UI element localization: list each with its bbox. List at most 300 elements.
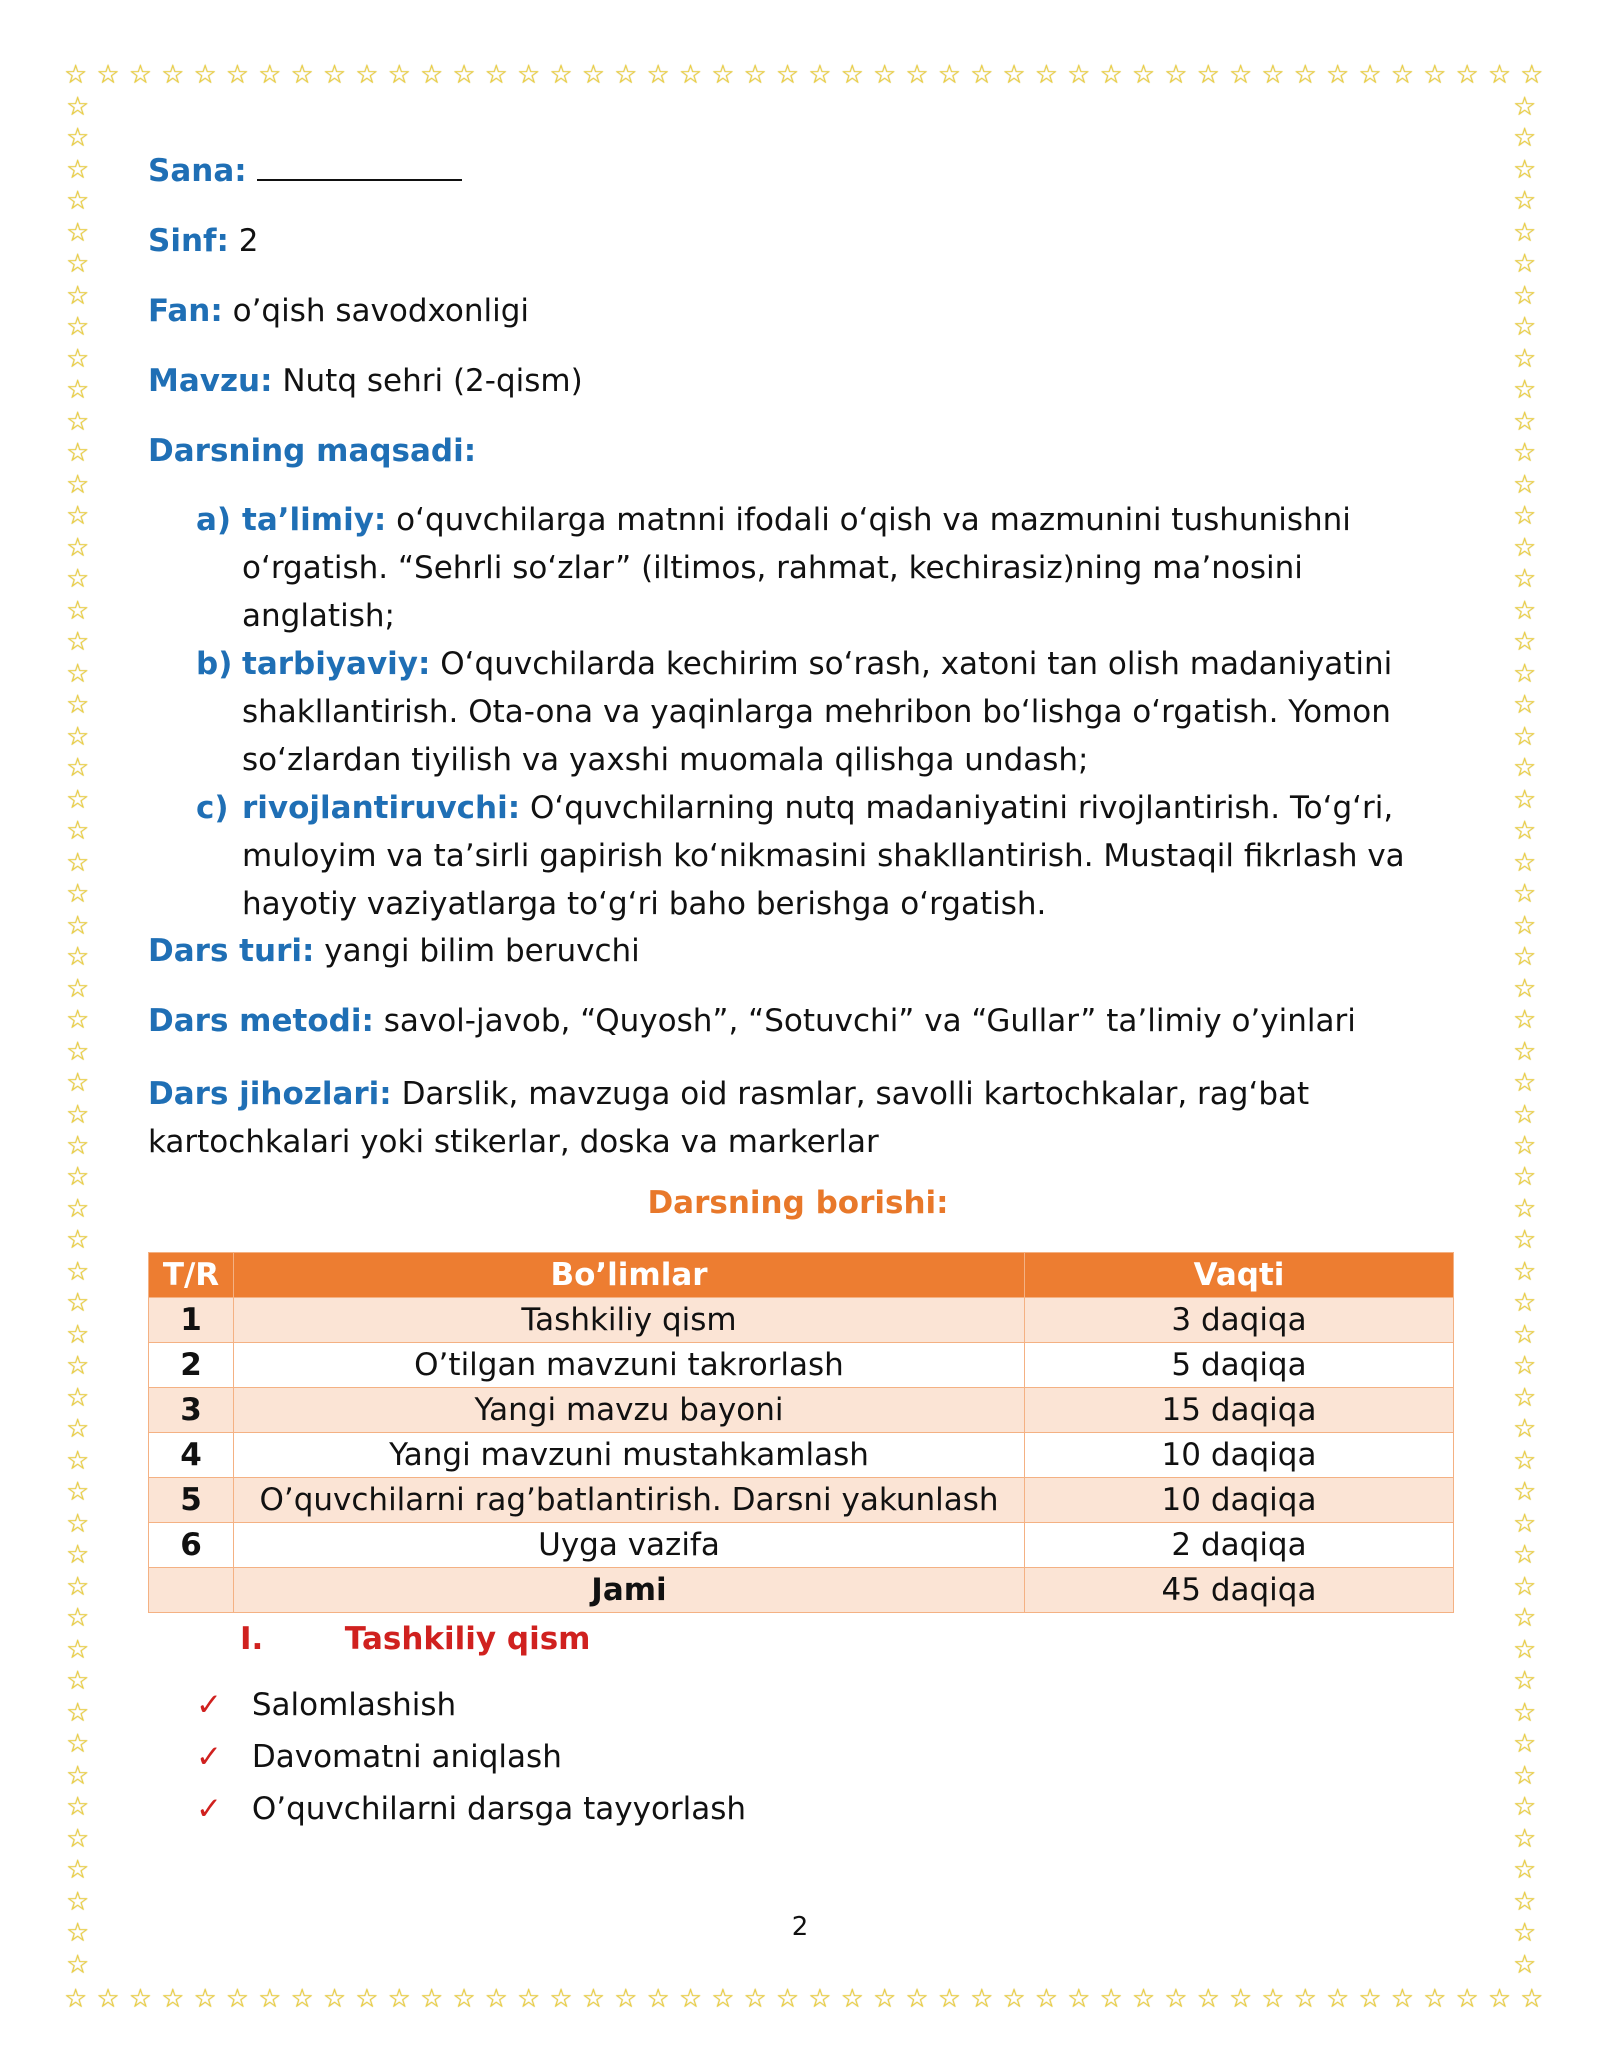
lesson-method-value: savol-javob, “Quyosh”, “Sotuvchi” va “Gullar” ta’limiy o’yinlari — [383, 1003, 1356, 1039]
star-icon: ☆ — [1513, 1666, 1537, 1697]
star-icon: ☆ — [840, 1984, 864, 2014]
star-icon: ☆ — [1513, 1949, 1537, 1980]
star-icon: ☆ — [1513, 1792, 1537, 1823]
star-icon: ☆ — [64, 1984, 88, 2014]
star-icon: ☆ — [1513, 595, 1537, 626]
star-icon: ☆ — [1513, 1634, 1537, 1665]
star-icon: ☆ — [1513, 1508, 1537, 1539]
table-row — [149, 1388, 1454, 1433]
star-border-top — [64, 62, 1544, 88]
star-icon: ☆ — [970, 60, 994, 90]
star-icon: ☆ — [484, 1984, 508, 2014]
goal-marker: a) — [196, 502, 232, 538]
lesson-type-label: Dars turi: — [148, 933, 315, 969]
star-icon: ☆ — [258, 1984, 282, 2014]
star-icon: ☆ — [66, 564, 90, 595]
star-icon: ☆ — [743, 60, 767, 90]
star-icon: ☆ — [1099, 60, 1123, 90]
class-label: Sinf: — [148, 223, 229, 259]
goal-item-upbringing — [196, 640, 1448, 784]
star-icon: ☆ — [355, 1984, 379, 2014]
star-icon: ☆ — [66, 942, 90, 973]
star-icon: ☆ — [1513, 1445, 1537, 1476]
star-icon: ☆ — [322, 60, 347, 90]
table-header-number: T/R — [149, 1253, 234, 1298]
star-icon: ☆ — [1513, 1193, 1537, 1224]
topic-field — [148, 360, 1448, 402]
star-icon: ☆ — [1513, 1162, 1537, 1193]
star-icon: ☆ — [66, 343, 90, 374]
checkmark-icon: ✓ — [196, 1687, 222, 1723]
star-icon: ☆ — [1513, 501, 1537, 532]
star-icon: ☆ — [452, 1984, 476, 2014]
star-icon: ☆ — [775, 1984, 800, 2014]
star-icon: ☆ — [1513, 1005, 1537, 1036]
star-icon: ☆ — [614, 60, 638, 90]
star-icon: ☆ — [1099, 1984, 1123, 2014]
star-icon: ☆ — [66, 1823, 90, 1854]
row-time: 10 daqiqa — [1025, 1433, 1454, 1478]
star-icon: ☆ — [66, 1697, 90, 1728]
star-icon: ☆ — [872, 1984, 897, 2014]
star-icon: ☆ — [1513, 1918, 1537, 1949]
lesson-flow-title: Darsning borishi: — [647, 1185, 949, 1221]
star-icon: ☆ — [66, 217, 90, 248]
star-icon: ☆ — [1513, 1886, 1537, 1917]
star-icon: ☆ — [1513, 1099, 1537, 1130]
star-icon: ☆ — [1228, 60, 1253, 90]
table-total-row — [149, 1568, 1454, 1613]
star-icon: ☆ — [1034, 60, 1059, 90]
star-icon: ☆ — [1513, 469, 1537, 500]
table-row — [149, 1523, 1454, 1568]
star-icon: ☆ — [66, 249, 90, 280]
star-icon: ☆ — [66, 784, 90, 815]
section-roman-numeral: I. — [240, 1621, 264, 1657]
row-section: Yangi mavzu bayoni — [234, 1388, 1025, 1433]
star-icon: ☆ — [322, 1984, 347, 2014]
star-icon: ☆ — [66, 1068, 90, 1099]
star-icon: ☆ — [66, 1729, 90, 1760]
star-icon: ☆ — [1358, 1984, 1382, 2014]
goal-text: O‘quvchilarda kechirim so‘rash, xatoni tan olish madaniyatini shakllantirish. Ota-ona va yaqinlarga mehribon bo‘lishga o‘rgatish. Yomon so‘zlardan tiyilish va yaxshi muomala qilishga undash; — [242, 646, 1393, 778]
star-icon: ☆ — [1513, 658, 1537, 689]
star-icon: ☆ — [1423, 1984, 1447, 2014]
star-icon: ☆ — [1513, 217, 1537, 248]
row-time: 10 daqiqa — [1025, 1478, 1454, 1523]
star-icon: ☆ — [1067, 1984, 1091, 2014]
star-icon: ☆ — [66, 1005, 90, 1036]
row-time: 5 daqiqa — [1025, 1343, 1454, 1388]
star-icon: ☆ — [66, 1918, 90, 1949]
star-icon: ☆ — [1513, 375, 1537, 406]
star-icon: ☆ — [1513, 123, 1537, 154]
star-icon: ☆ — [581, 60, 606, 90]
star-icon: ☆ — [419, 1984, 444, 2014]
star-icon: ☆ — [225, 60, 250, 90]
date-blank-line — [257, 151, 462, 181]
star-icon: ☆ — [1513, 1823, 1537, 1854]
row-time: 15 daqiqa — [1025, 1388, 1454, 1433]
star-icon: ☆ — [581, 1984, 606, 2014]
star-icon: ☆ — [290, 60, 314, 90]
star-icon: ☆ — [387, 60, 411, 90]
star-icon: ☆ — [1513, 847, 1537, 878]
star-icon: ☆ — [1131, 60, 1156, 90]
star-icon: ☆ — [775, 60, 800, 90]
lesson-type-value: yangi bilim beruvchi — [324, 933, 640, 969]
star-icon: ☆ — [66, 973, 90, 1004]
star-icon: ☆ — [1513, 690, 1537, 721]
star-icon: ☆ — [1513, 1256, 1537, 1287]
star-icon: ☆ — [66, 1855, 90, 1886]
star-icon: ☆ — [66, 1162, 90, 1193]
star-icon: ☆ — [66, 1634, 90, 1665]
star-icon: ☆ — [66, 1351, 90, 1382]
star-icon: ☆ — [1513, 910, 1537, 941]
table-row — [149, 1433, 1454, 1478]
star-icon: ☆ — [66, 312, 90, 343]
star-icon: ☆ — [1513, 438, 1537, 469]
star-icon: ☆ — [66, 1949, 90, 1980]
total-label: Jami — [234, 1568, 1025, 1613]
star-icon: ☆ — [484, 60, 508, 90]
star-icon: ☆ — [66, 1319, 90, 1350]
star-icon: ☆ — [1131, 1984, 1156, 2014]
star-icon: ☆ — [1513, 406, 1537, 437]
star-icon: ☆ — [1513, 1225, 1537, 1256]
star-icon: ☆ — [1513, 92, 1537, 122]
star-icon: ☆ — [1513, 1571, 1537, 1602]
goal-label: tarbiyaviy: — [242, 646, 431, 682]
star-icon: ☆ — [1513, 1855, 1537, 1886]
star-icon: ☆ — [66, 1445, 90, 1476]
class-field — [148, 220, 1448, 262]
star-icon: ☆ — [66, 186, 90, 217]
star-icon: ☆ — [66, 1508, 90, 1539]
star-icon: ☆ — [1513, 1697, 1537, 1728]
star-icon: ☆ — [549, 1984, 573, 2014]
star-icon: ☆ — [1513, 1319, 1537, 1350]
star-icon: ☆ — [66, 595, 90, 626]
star-border-left — [66, 94, 89, 1978]
star-icon: ☆ — [452, 60, 476, 90]
star-icon: ☆ — [1390, 1984, 1415, 2014]
star-icon: ☆ — [1513, 186, 1537, 217]
row-section: O’tilgan mavzuni takrorlash — [234, 1343, 1025, 1388]
star-border-bottom — [64, 1986, 1544, 2012]
star-icon: ☆ — [1513, 1068, 1537, 1099]
star-icon: ☆ — [66, 816, 90, 847]
star-icon: ☆ — [161, 1984, 185, 2014]
star-icon: ☆ — [1293, 1984, 1317, 2014]
star-icon: ☆ — [1228, 1984, 1253, 2014]
star-icon: ☆ — [1513, 753, 1537, 784]
star-icon: ☆ — [1293, 60, 1317, 90]
star-icon: ☆ — [66, 910, 90, 941]
star-icon: ☆ — [1513, 784, 1537, 815]
star-icon: ☆ — [66, 1256, 90, 1287]
goal-text: o‘quvchilarga matnni ifodali o‘qish va mazmunini tushunishni o‘rgatish. “Sehrli so‘zlar” (iltimos, rahmat, kechirasiz)ning ma’nosini anglatish; — [242, 502, 1351, 634]
star-icon: ☆ — [1261, 60, 1285, 90]
star-icon: ☆ — [1261, 1984, 1285, 2014]
star-icon: ☆ — [1513, 1729, 1537, 1760]
topic-label: Mavzu: — [148, 363, 273, 399]
goal-item-developmental — [196, 784, 1448, 928]
star-icon: ☆ — [66, 1414, 90, 1445]
section-heading — [240, 1617, 1448, 1661]
star-icon: ☆ — [193, 60, 217, 90]
star-icon: ☆ — [1513, 280, 1537, 311]
star-icon: ☆ — [1455, 1984, 1479, 2014]
star-icon: ☆ — [66, 658, 90, 689]
star-icon: ☆ — [66, 847, 90, 878]
lesson-type-field — [148, 930, 1448, 972]
row-section: Uyga vazifa — [234, 1523, 1025, 1568]
star-icon: ☆ — [1326, 60, 1350, 90]
lesson-equipment-field — [148, 1070, 1448, 1166]
section-title: Tashkiliy qism — [344, 1621, 591, 1657]
page-number: 2 — [791, 1912, 809, 1942]
list-item — [196, 1679, 1448, 1731]
table-row — [149, 1478, 1454, 1523]
class-value: 2 — [238, 223, 259, 259]
star-icon: ☆ — [225, 1984, 250, 2014]
star-icon: ☆ — [1164, 60, 1188, 90]
total-time: 45 daqiqa — [1025, 1568, 1454, 1613]
star-icon: ☆ — [1067, 60, 1091, 90]
star-icon: ☆ — [66, 1477, 90, 1508]
star-icon: ☆ — [1513, 816, 1537, 847]
star-icon: ☆ — [66, 1886, 90, 1917]
row-time: 3 daqiqa — [1025, 1298, 1454, 1343]
star-icon: ☆ — [678, 60, 703, 90]
row-number: 3 — [149, 1388, 234, 1433]
star-icon: ☆ — [161, 60, 185, 90]
list-item-text: Davomatni aniqlash — [251, 1739, 562, 1775]
star-icon: ☆ — [1513, 532, 1537, 563]
goal-marker: b) — [196, 646, 233, 682]
star-icon: ☆ — [66, 1036, 90, 1067]
goal-item-educational — [196, 496, 1448, 640]
star-icon: ☆ — [1487, 1984, 1512, 2014]
star-icon: ☆ — [355, 60, 379, 90]
row-number: 5 — [149, 1478, 234, 1523]
star-icon: ☆ — [808, 1984, 832, 2014]
star-icon: ☆ — [1164, 1984, 1188, 2014]
star-icon: ☆ — [66, 92, 90, 122]
star-icon: ☆ — [66, 690, 90, 721]
star-icon: ☆ — [66, 532, 90, 563]
star-icon: ☆ — [1513, 879, 1537, 910]
star-icon: ☆ — [66, 1571, 90, 1602]
star-icon: ☆ — [66, 280, 90, 311]
star-icon: ☆ — [193, 1984, 217, 2014]
table-header-time: Vaqti — [1025, 1253, 1454, 1298]
lesson-plan-page — [148, 150, 1448, 1835]
star-icon: ☆ — [1513, 1603, 1537, 1634]
star-icon: ☆ — [290, 1984, 314, 2014]
subject-field — [148, 290, 1448, 332]
star-border-right — [1513, 94, 1536, 1978]
star-icon: ☆ — [937, 60, 962, 90]
star-icon: ☆ — [66, 469, 90, 500]
star-icon: ☆ — [1513, 627, 1537, 658]
star-icon: ☆ — [1520, 1984, 1544, 2014]
lesson-equipment-label: Dars jihozlari: — [148, 1076, 392, 1112]
star-icon: ☆ — [128, 60, 153, 90]
star-icon: ☆ — [66, 1130, 90, 1161]
lesson-plan-table — [148, 1252, 1454, 1613]
star-icon: ☆ — [1520, 60, 1544, 90]
star-icon: ☆ — [1513, 1382, 1537, 1413]
star-icon: ☆ — [1513, 1414, 1537, 1445]
star-icon: ☆ — [64, 60, 88, 90]
goals-list — [196, 496, 1448, 928]
star-icon: ☆ — [387, 1984, 411, 2014]
star-icon: ☆ — [1326, 1984, 1350, 2014]
star-icon: ☆ — [419, 60, 444, 90]
star-icon: ☆ — [1513, 1130, 1537, 1161]
star-icon: ☆ — [66, 1603, 90, 1634]
star-icon: ☆ — [1513, 721, 1537, 752]
star-icon: ☆ — [711, 1984, 735, 2014]
star-icon: ☆ — [646, 60, 670, 90]
star-icon: ☆ — [517, 60, 541, 90]
star-icon: ☆ — [970, 1984, 994, 2014]
star-icon: ☆ — [66, 1666, 90, 1697]
row-section: Tashkiliy qism — [234, 1298, 1025, 1343]
star-icon: ☆ — [1513, 343, 1537, 374]
star-icon: ☆ — [1487, 60, 1512, 90]
checkmark-icon: ✓ — [196, 1739, 222, 1775]
goal-label: ta’limiy: — [242, 502, 387, 538]
star-icon: ☆ — [678, 1984, 703, 2014]
star-icon: ☆ — [1513, 942, 1537, 973]
subject-label: Fan: — [148, 293, 223, 329]
star-icon: ☆ — [646, 1984, 670, 2014]
star-icon: ☆ — [1390, 60, 1415, 90]
lesson-equipment-value: Darslik, mavzuga oid rasmlar, savolli kartochkalar, rag‘bat kartochkalari yoki stikerlar, doska va markerlar — [148, 1076, 1310, 1160]
star-icon: ☆ — [711, 60, 735, 90]
star-icon: ☆ — [66, 1193, 90, 1224]
row-number: 6 — [149, 1523, 234, 1568]
star-icon: ☆ — [614, 1984, 638, 2014]
star-icon: ☆ — [66, 501, 90, 532]
star-icon: ☆ — [66, 721, 90, 752]
star-icon: ☆ — [258, 60, 282, 90]
star-icon: ☆ — [1423, 60, 1447, 90]
star-icon: ☆ — [1034, 1984, 1059, 2014]
star-icon: ☆ — [743, 1984, 767, 2014]
goal-marker: c) — [196, 790, 229, 826]
date-field — [148, 150, 1448, 192]
topic-value: Nutq sehri (2-qism) — [282, 363, 583, 399]
star-icon: ☆ — [1196, 1984, 1220, 2014]
star-icon: ☆ — [840, 60, 864, 90]
star-icon: ☆ — [1513, 973, 1537, 1004]
row-number: 2 — [149, 1343, 234, 1388]
star-icon: ☆ — [66, 1288, 90, 1319]
lesson-method-field — [148, 1000, 1448, 1042]
star-icon: ☆ — [872, 60, 897, 90]
star-icon: ☆ — [66, 375, 90, 406]
star-icon: ☆ — [1513, 1540, 1537, 1571]
star-icon: ☆ — [905, 1984, 929, 2014]
checkmark-icon: ✓ — [196, 1791, 222, 1827]
star-icon: ☆ — [1002, 1984, 1026, 2014]
star-icon: ☆ — [96, 60, 120, 90]
star-icon: ☆ — [66, 154, 90, 185]
star-icon: ☆ — [96, 1984, 120, 2014]
star-icon: ☆ — [1455, 60, 1479, 90]
star-icon: ☆ — [1513, 1288, 1537, 1319]
star-icon: ☆ — [905, 60, 929, 90]
star-icon: ☆ — [66, 1225, 90, 1256]
star-icon: ☆ — [66, 406, 90, 437]
star-icon: ☆ — [517, 1984, 541, 2014]
table-row — [149, 1343, 1454, 1388]
star-icon: ☆ — [66, 1099, 90, 1130]
star-icon: ☆ — [66, 1792, 90, 1823]
star-icon: ☆ — [1513, 1351, 1537, 1382]
star-icon: ☆ — [937, 1984, 962, 2014]
star-icon: ☆ — [66, 1540, 90, 1571]
star-icon: ☆ — [1513, 1036, 1537, 1067]
star-icon: ☆ — [66, 438, 90, 469]
row-section: Yangi mavzuni mustahkamlash — [234, 1433, 1025, 1478]
list-item-text: O’quvchilarni darsga tayyorlash — [251, 1791, 747, 1827]
table-header-row — [149, 1253, 1454, 1298]
star-icon: ☆ — [549, 60, 573, 90]
row-number: 4 — [149, 1433, 234, 1478]
star-icon: ☆ — [66, 879, 90, 910]
date-label: Sana: — [148, 153, 247, 189]
star-icon: ☆ — [128, 1984, 153, 2014]
star-icon: ☆ — [1513, 312, 1537, 343]
total-empty-cell — [149, 1568, 234, 1613]
goals-heading — [148, 430, 1448, 472]
row-time: 2 daqiqa — [1025, 1523, 1454, 1568]
star-icon: ☆ — [66, 1382, 90, 1413]
star-icon: ☆ — [1513, 1477, 1537, 1508]
lesson-method-label: Dars metodi: — [148, 1003, 374, 1039]
star-icon: ☆ — [66, 123, 90, 154]
star-icon: ☆ — [66, 627, 90, 658]
list-item — [196, 1783, 1448, 1835]
star-icon: ☆ — [1513, 154, 1537, 185]
row-number: 1 — [149, 1298, 234, 1343]
star-icon: ☆ — [66, 1760, 90, 1791]
subject-value: o’qish savodxonligi — [232, 293, 530, 329]
goals-label: Darsning maqsadi: — [148, 433, 477, 469]
star-icon: ☆ — [66, 753, 90, 784]
star-icon: ☆ — [1002, 60, 1026, 90]
table-header-section: Bo’limlar — [234, 1253, 1025, 1298]
star-icon: ☆ — [1513, 249, 1537, 280]
star-icon: ☆ — [1358, 60, 1382, 90]
star-icon: ☆ — [1196, 60, 1220, 90]
organizational-checklist — [196, 1679, 1448, 1835]
goal-text: O‘quvchilarning nutq madaniyatini rivojlantirish. To‘g‘ri, muloyim va ta’sirli gapirish ko‘nikmasini shakllantirish. Mustaqil fikrlash va hayotiy vaziyatlarga to‘g‘ri baho berishga o‘rgatish. — [242, 790, 1405, 922]
goal-label: rivojlantiruvchi: — [242, 790, 521, 826]
list-item-text: Salomlashish — [251, 1687, 457, 1723]
star-icon: ☆ — [1513, 564, 1537, 595]
table-row — [149, 1298, 1454, 1343]
star-icon: ☆ — [808, 60, 832, 90]
row-section: O’quvchilarni rag’batlantirish. Darsni yakunlash — [234, 1478, 1025, 1523]
list-item — [196, 1731, 1448, 1783]
